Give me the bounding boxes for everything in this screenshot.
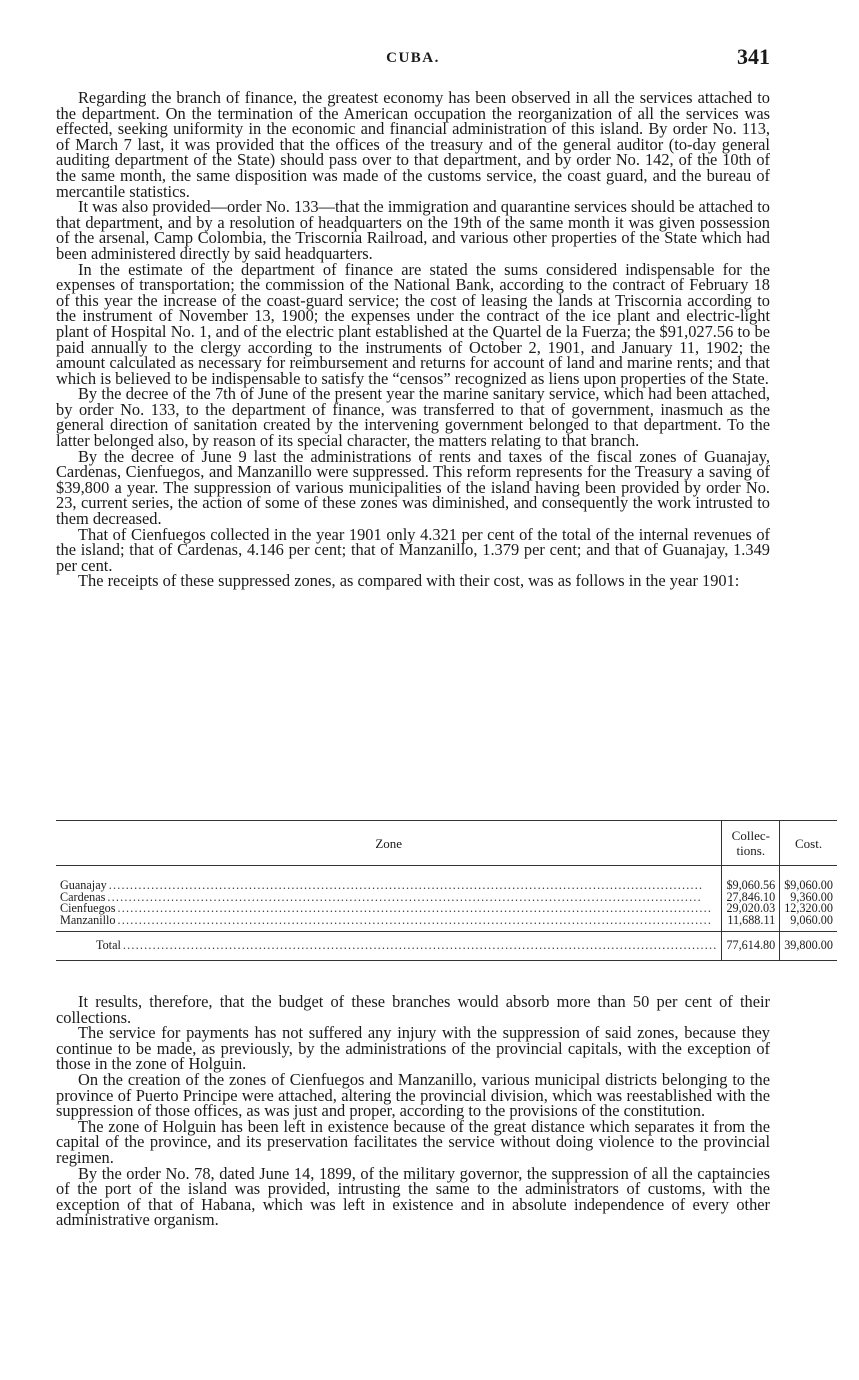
page-number: 341	[737, 44, 770, 69]
header-cost: Cost.	[780, 821, 837, 866]
page-header	[56, 44, 770, 74]
paragraph-finance-economy: Regarding the branch of finance, the greatest economy has been observed in all the services attached to the department. On the termination of the American occupation the reorganization of all the services was effected, seeking uniformity in the economic and financial administration of this island. By order No. 113, of March 7 last, it was provided that the offices of the treasury and of the general auditor (to-day general auditing department of the State) should pass over to that department, and by order No. 142, of the 10th of the same month, the same disposition was made of the customs service, the coast guard, and the bureau of mercantile statistics.	[56, 88, 770, 201]
zone-name: Cienfuegos	[60, 903, 116, 915]
collections-value: 11,688.11	[722, 915, 780, 932]
dot-leader: ............................................................................................................................................	[122, 940, 718, 952]
paragraph-immigration-quarantine: It was also provided—order No. 133—that the immigration and quarantine services should be attached to that department, and by a resolution of headquarters on the 19th of the same month it was given possession of the arsenal, Camp Colombia, the Triscornia Railroad, and various other properties of the State which had been administered directly by said headquarters.	[56, 197, 770, 263]
cost-value: 9,060.00	[780, 915, 837, 932]
running-head: CUBA.	[386, 50, 440, 66]
body-text-top	[56, 90, 770, 589]
dot-leader: ............................................................................................................................................	[108, 880, 704, 892]
table-row	[56, 866, 837, 892]
collections-value: 29,020.03	[722, 903, 780, 915]
paragraph-marine-sanitary: By the decree of the 7th of June of the present year the marine sanitary service, which had been attached, by order No. 133, to the department of finance, was transferred to that of government, inasmuch as the general direction of sanitation created by the intervening government belonged to that department. To the latter belonged also, by reason of its special character, the matters relating to that branch.	[56, 384, 770, 451]
table-total-row	[56, 932, 837, 961]
header-zone: Zone	[56, 821, 722, 866]
zone-name: Guanajay	[60, 880, 107, 892]
header-collections: Collec- tions.	[722, 821, 780, 866]
body-text-bottom	[56, 994, 770, 1228]
total-cost: 39,800.00	[780, 932, 837, 961]
paragraph-receipts-intro: The receipts of these suppressed zones, as compared with their cost, was as follows in the year 1901:	[78, 571, 740, 591]
dot-leader: ............................................................................................................................................	[117, 903, 713, 915]
zone-name: Manzanillo	[60, 914, 116, 927]
dot-leader: ............................................................................................................................................	[117, 914, 713, 927]
paragraph-cienfuegos-percent: That of Cienfuegos collected in the year 1901 only 4.321 per cent of the total of the internal revenues of the island; that of Cardenas, 4.146 per cent; that of Manzanillo, 1.379 per cent; and that of Guanajay, 1.349 per cent.	[56, 524, 770, 575]
paragraph-zone-creation: On the creation of the zones of Cienfuegos and Manzanillo, various municipal districts belonging to the province of Puerto Principe were attached, altering the provincial division, which was reestablished with the suppression of those offices, as was just and proper, according to the provisions of the constitution.	[56, 1069, 770, 1121]
zones-table	[56, 820, 833, 980]
paragraph-captaincies: By the order No. 78, dated June 14, 1899, of the military governor, the suppression of all the captaincies of the port of the island was provided, intrusting the same to the administrators of customs, with the exception of that of Habana, which was left in existence and in absolute independence of every other administrative organism.	[56, 1163, 770, 1230]
table-row	[56, 903, 837, 915]
paragraph-budget-absorb: It results, therefore, that the budget of these branches would absorb more than 50 per cent of their collections.	[56, 992, 770, 1027]
paragraph-fiscal-zones: By the decree of June 9 last the administrations of rents and taxes of the fiscal zones of Guanajay, Cardenas, Cienfuegos, and Manzanillo were suppressed. This reform represents for the Treasury a saving of $39,800 a year. The suppression of various municipalities of the island having been provided by order No. 23, current series, the action of some of these zones was diminished, and consequently the work intrusted to them decreased.	[56, 446, 770, 529]
total-collections: 77,614.80	[722, 932, 780, 961]
collections-value: 27,846.10	[722, 892, 780, 904]
paragraph-holguin: The zone of Holguin has been left in existence because of the great distance which separates it from the capital of the province, and its preservation facilitates the service without doing violence to the provincial regimen.	[56, 1116, 770, 1167]
paragraph-payments-service: The service for payments has not suffered any injury with the suppression of said zones, because they continue to be made, as previously, by the administrations of the provincial capitals, with the exception of those in the zone of Holguin.	[56, 1023, 770, 1074]
dot-leader: ............................................................................................................................................	[107, 891, 702, 904]
table-row	[56, 892, 837, 904]
cost-value: 9,360.00	[780, 892, 837, 904]
cost-value: $9,060.00	[780, 866, 837, 892]
collections-value: $9,060.56	[722, 866, 780, 892]
cost-value: 12,320.00	[780, 903, 837, 915]
total-label: Total	[96, 940, 121, 952]
table-header-row	[56, 821, 837, 866]
zone-name: Cardenas	[60, 891, 106, 904]
table-row	[56, 915, 837, 932]
paragraph-finance-estimate: In the estimate of the department of finance are stated the sums considered indispensable for the expenses of transportation; the commission of the National Bank, according to the contract of February 18 of this year the increase of the coast-guard service; the cost of leasing the lands at Triscornia according to the instrument of November 13, 1900; the expenses under the contract of the ice plant and electric-light plant of Hospital No. 1, and of the electric plant established at the Quartel de la Fuerza; the $91,027.56 to be paid annually to the clergy according to the instruments of October 2, 1901, and January 11, 1902; the amount calculated as necessary for reimbursement and returns for account of land and marine rents; and that which is believed to be indispensable to satisfy the “censos” recognized as liens upon properties of the State.	[56, 259, 770, 388]
